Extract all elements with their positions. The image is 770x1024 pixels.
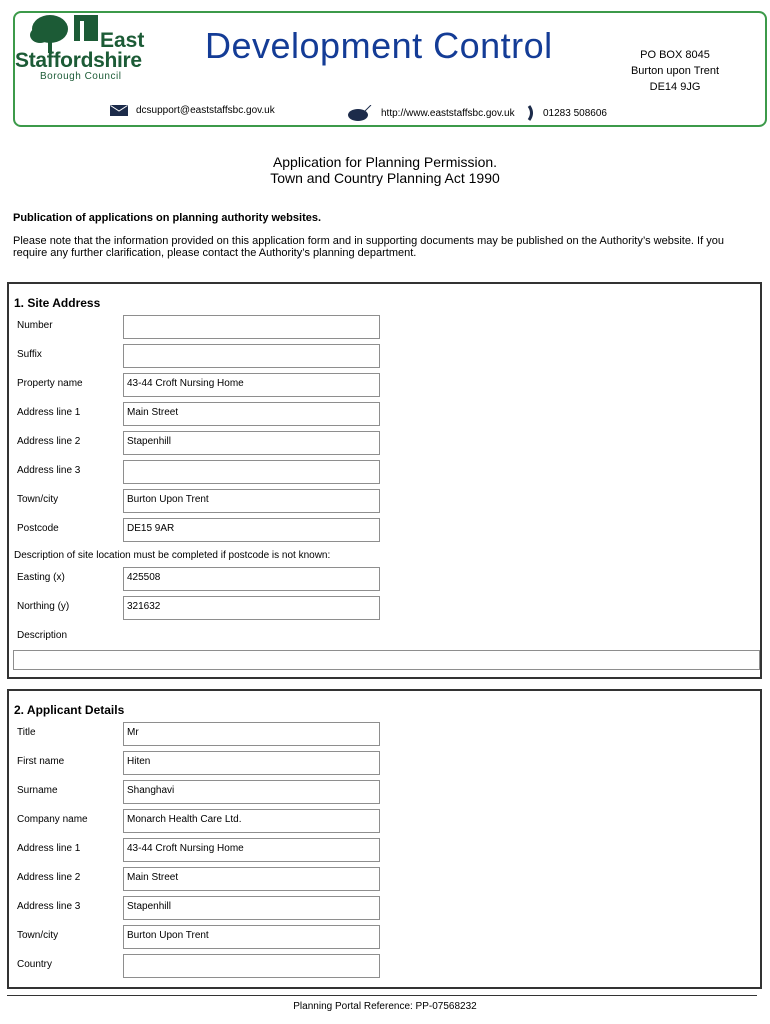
site-address-line-3-label: Address line 3	[17, 465, 81, 476]
site-address-title: 1. Site Address	[14, 296, 101, 310]
applicant-details-section	[7, 689, 762, 989]
applicant-country-label: Country	[17, 959, 53, 970]
form-title-line-2: Town and Country Planning Act 1990	[270, 170, 500, 186]
address-line-2: Burton upon Trent	[630, 65, 720, 77]
site-location-note: Description of site location must be completed if postcode is not known:	[14, 550, 331, 561]
applicant-first-name-input[interactable]: Hiten	[123, 751, 380, 775]
site-property-name-input[interactable]: 43-44 Croft Nursing Home	[123, 373, 380, 397]
phone-number: 01283 508606	[543, 107, 607, 119]
applicant-address-line-3-input[interactable]: Stapenhill	[123, 896, 380, 920]
logo-text-staffordshire: Staffordshire	[15, 49, 142, 72]
mouse-icon	[347, 105, 373, 121]
portal-reference: Planning Portal Reference: PP-07568232	[293, 1001, 477, 1012]
site-number-input[interactable]	[123, 315, 380, 339]
form-title-line-1: Application for Planning Permission.	[272, 154, 498, 170]
email-link[interactable]: dcsupport@eaststaffsbc.gov.uk	[136, 105, 275, 116]
website-link[interactable]: http://www.eaststaffsbc.gov.uk	[381, 107, 515, 119]
applicant-surname-input[interactable]: Shanghavi	[123, 780, 380, 804]
email-contact	[110, 105, 275, 116]
applicant-address-line-1-label: Address line 1	[17, 843, 81, 854]
address-line-3: DE14 9JG	[649, 81, 701, 93]
applicant-town-label: Town/city	[17, 930, 59, 941]
description-label: Description	[17, 630, 68, 641]
publication-note: Please note that the information provided on this application form and in supporting documents may be published on the Authority’s website. If you require any further clarification, please contact the Authority’s planning department.	[13, 235, 724, 259]
applicant-title-label: Title	[17, 727, 36, 738]
applicant-company-label: Company name	[17, 814, 88, 825]
phone-icon	[527, 105, 535, 121]
applicant-title-input[interactable]: Mr	[123, 722, 380, 746]
description-input[interactable]	[13, 650, 760, 670]
site-address-line-1-label: Address line 1	[17, 407, 81, 418]
site-number-label: Number	[17, 320, 53, 331]
council-logo	[15, 13, 175, 93]
website-contact	[347, 105, 515, 121]
applicant-address-line-3-label: Address line 3	[17, 901, 81, 912]
logo-text-borough: Borough Council	[40, 71, 122, 82]
northing-input[interactable]: 321632	[123, 596, 380, 620]
applicant-surname-label: Surname	[17, 785, 58, 796]
applicant-country-input[interactable]	[123, 954, 380, 978]
applicant-company-input[interactable]: Monarch Health Care Ltd.	[123, 809, 380, 833]
site-suffix-input[interactable]	[123, 344, 380, 368]
site-address-line-1-input[interactable]: Main Street	[123, 402, 380, 426]
easting-input[interactable]: 425508	[123, 567, 380, 591]
site-town-label: Town/city	[17, 494, 59, 505]
applicant-address-line-2-input[interactable]: Main Street	[123, 867, 380, 891]
applicant-first-name-label: First name	[17, 756, 65, 767]
logo-text-east: East	[100, 29, 145, 52]
site-address-line-2-input[interactable]: Stapenhill	[123, 431, 380, 455]
phone-contact	[527, 105, 607, 121]
site-address-section	[7, 282, 762, 679]
site-suffix-label: Suffix	[17, 349, 42, 360]
postal-address	[615, 47, 735, 95]
site-address-line-3-input[interactable]	[123, 460, 380, 484]
applicant-details-title: 2. Applicant Details	[14, 703, 125, 717]
site-postcode-label: Postcode	[17, 523, 59, 534]
easting-label: Easting (x)	[17, 572, 65, 583]
applicant-address-line-2-label: Address line 2	[17, 872, 81, 883]
publication-heading: Publication of applications on planning authority websites.	[13, 212, 322, 224]
page-title: Development Control	[205, 25, 553, 66]
footer-divider	[7, 995, 757, 996]
address-line-1: PO BOX 8045	[640, 49, 710, 61]
applicant-town-input[interactable]: Burton Upon Trent	[123, 925, 380, 949]
applicant-address-line-1-input[interactable]: 43-44 Croft Nursing Home	[123, 838, 380, 862]
site-postcode-input[interactable]: DE15 9AR	[123, 518, 380, 542]
site-address-line-2-label: Address line 2	[17, 436, 81, 447]
site-town-input[interactable]: Burton Upon Trent	[123, 489, 380, 513]
header-banner	[13, 11, 767, 127]
site-property-name-label: Property name	[17, 378, 83, 389]
envelope-icon	[110, 105, 128, 116]
northing-label: Northing (y)	[17, 601, 70, 612]
